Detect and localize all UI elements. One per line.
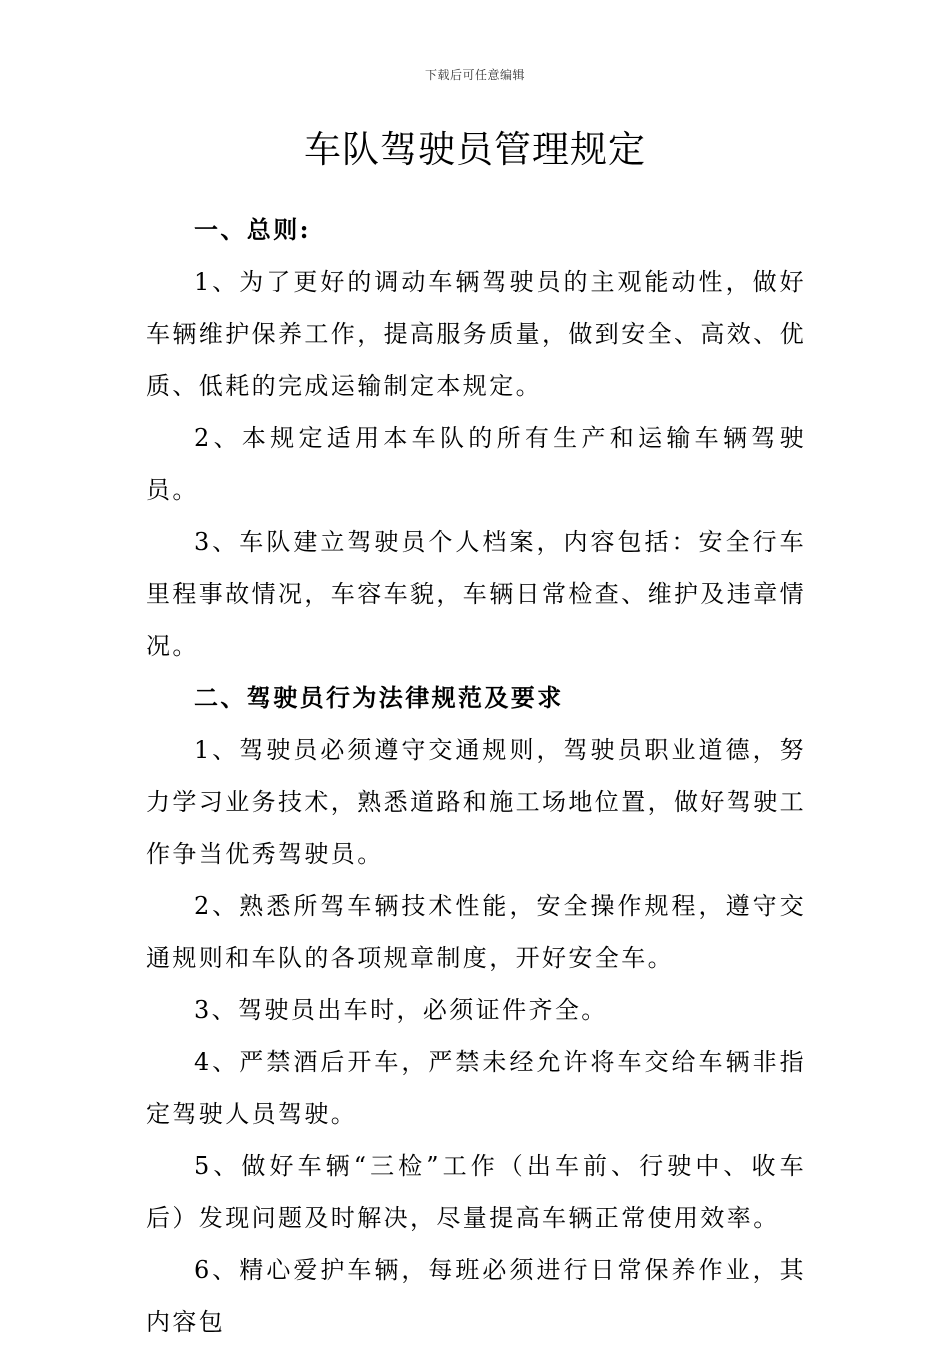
paragraph: 3、车队建立驾驶员个人档案，内容包括：安全行车里程事故情况，车容车貌，车辆日常检查、维护及违章情况。 [146, 528, 806, 660]
section-general [146, 204, 806, 672]
document-title: 车队驾驶员管理规定 [304, 128, 646, 171]
paragraph: 6、精心爱护车辆，每班必须进行日常保养作业，其内容包 [146, 1256, 806, 1336]
paragraph: 2、本规定适用本车队的所有生产和运输车辆驾驶员。 [146, 424, 806, 504]
section-driver-conduct [146, 672, 806, 1348]
section-heading-general: 一、总则: [194, 215, 311, 244]
paragraph: 2、熟悉所驾车辆技术性能，安全操作规程，遵守交通规则和车队的各项规章制度，开好安全车。 [146, 892, 806, 972]
paragraph: 4、严禁酒后开车，严禁未经允许将车交给车辆非指定驾驶人员驾驶。 [146, 1048, 806, 1128]
paragraph: 1、驾驶员必须遵守交通规则，驾驶员职业道德，努力学习业务技术，熟悉道路和施工场地位置，做好驾驶工作争当优秀驾驶员。 [146, 736, 806, 868]
paragraph: 3、驾驶员出车时，必须证件齐全。 [194, 996, 608, 1024]
document-body [146, 204, 806, 1348]
section-heading-driver-conduct: 二、驾驶员行为法律规范及要求 [194, 683, 564, 712]
paragraph: 1、为了更好的调动车辆驾驶员的主观能动性，做好车辆维护保养工作，提高服务质量，做到安全、高效、优质、低耗的完成运输制定本规定。 [146, 268, 806, 400]
paragraph: 5、做好车辆“三检”工作（出车前、行驶中、收车后）发现问题及时解决，尽量提高车辆正常使用效率。 [146, 1152, 806, 1232]
header-note: 下载后可任意编辑 [424, 68, 525, 82]
